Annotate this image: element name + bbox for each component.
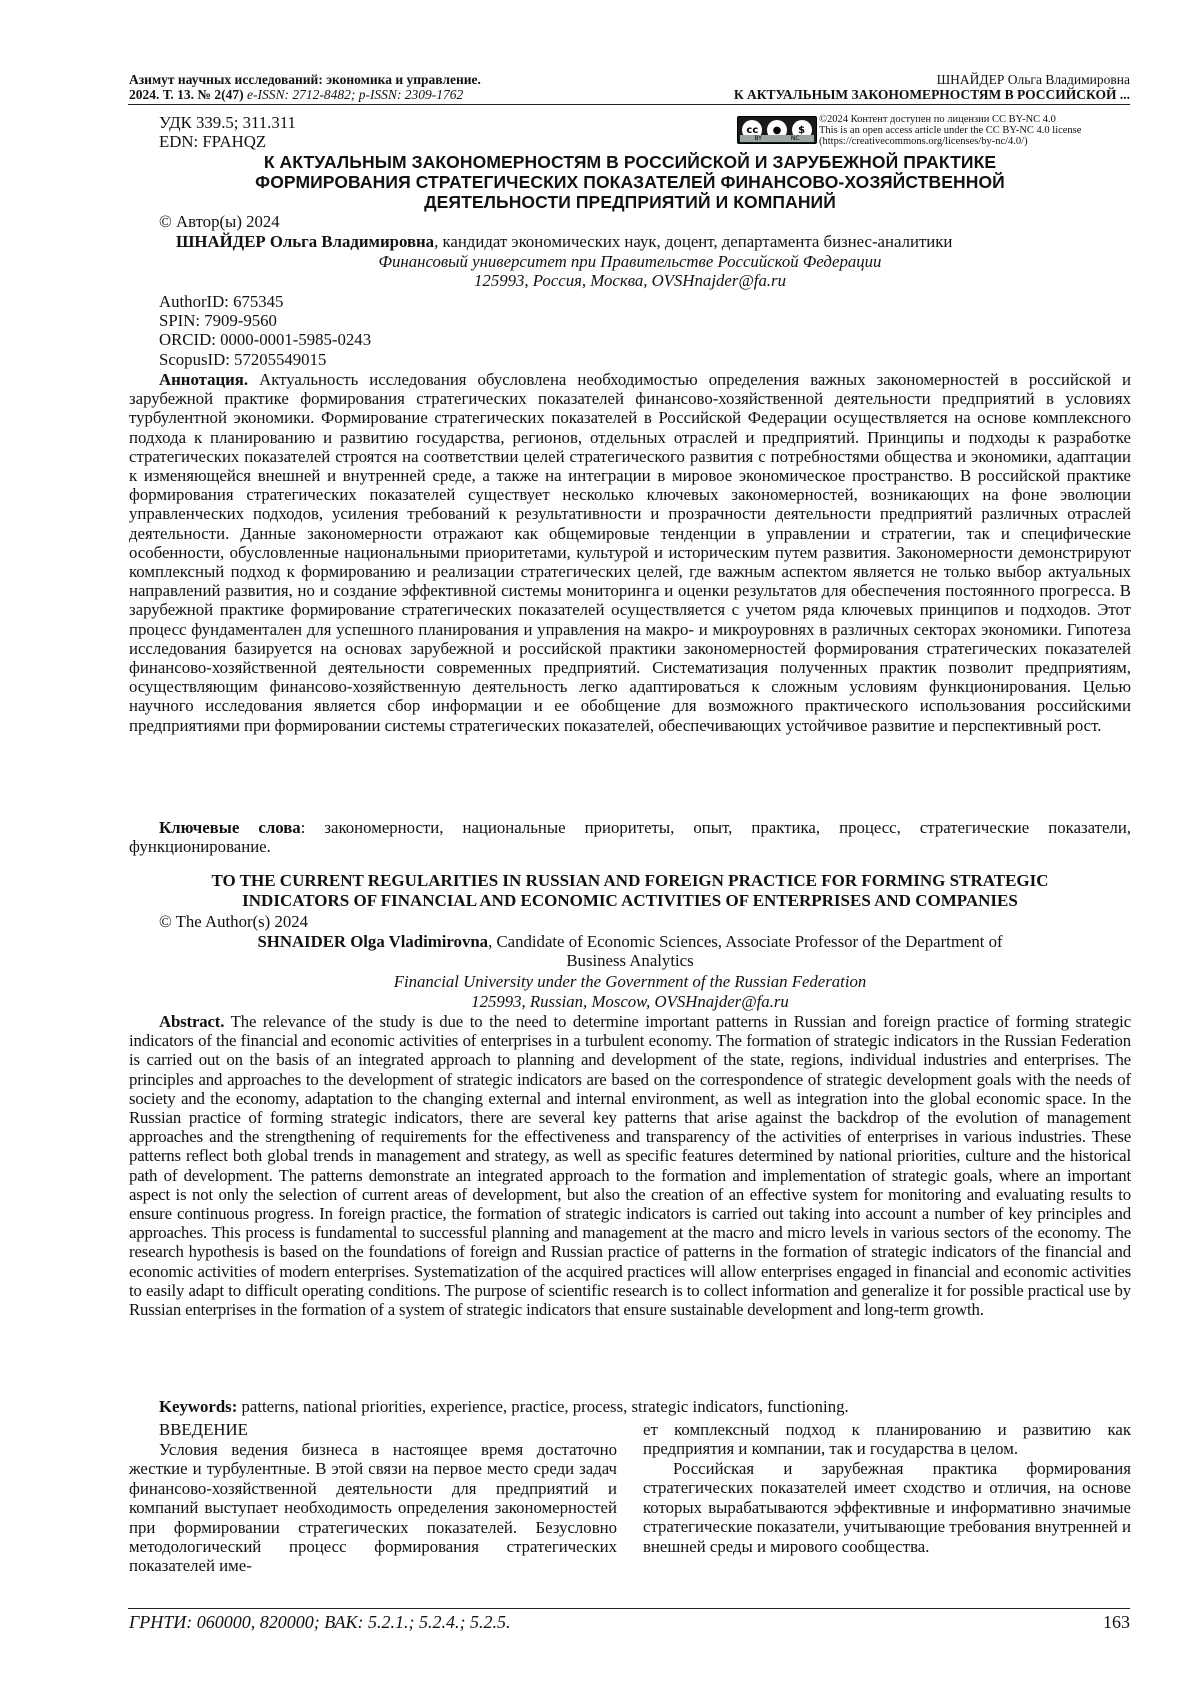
journal-issn: e-ISSN: 2712-8482; p-ISSN: 2309-1762 [243,87,464,102]
journal-issue [129,87,649,102]
keywords-ru [129,818,1131,856]
keywords-en-text: patterns, national priorities, experience, practice, process, strategic indicators, functioning. [237,1397,849,1416]
scopus-id: ScopusID: 57205549015 [159,349,327,369]
address-en: 125993, Russian, Moscow, OVSHnajder@fa.ru [471,992,789,1011]
title-ru-line1: К АКТУАЛЬНЫМ ЗАКОНОМЕРНОСТЯМ В РОССИЙСКОЙ И ЗАРУБЕЖНОЙ ПРАКТИКЕ [263,152,997,172]
cc-icon: cc [742,120,762,140]
intro-right-column-p2: Российская и зарубежная практика формирования стратегических показателей имеет сходство и отличия, на основе которых вырабатываются эффективные и информативно значимые стратегические показатели, учитывающие требования внутренней и внешней среды и мирового сообщества. [643,1459,1131,1556]
abstract-en-text: The relevance of the study is due to the need to determine important patterns in Russian and foreign practice of forming strategic indicators of the financial and economic activities of enterprises in a turbulent economy. The formation of strategic indicators in the Russian Federation is carried out on the basis of an integrated approach to planning and development of the state, regions, individual industries and enterprises. The principles and approaches to the development of strategic indicators are based on the correspondence of strategic development goals with the needs of society and the economy, adaptation to the changing external and internal environment, as well as integration into the global economic space. In the Russian practice of forming strategic indicators, there are several key patterns that arise against the backdrop of the evolution of management approaches and the strengthening of requirements for the effectiveness and transparency of the activities of enterprises in various industries. These patterns reflect both global trends in management and strategy, as well as specific features determined by national priorities, culture and the historical path of development. The patterns demonstrate an integrated approach to the formation and implementation of strategic goals, where an important aspect is not only the selection of current areas of development, but also the creation of an effective system for monitoring and evaluating results to ensure continuous progress. In foreign practice, the formation of strategic indicators is carried out taking into account a number of key principles and approaches. This process is fundamental to successful planning and management at the macro and micro levels in various sectors of the economy. The research hypothesis is based on the foundations of foreign and Russian practice of patterns in the formation of strategic indicators of the financial and economic activities of modern enterprises. Systematization of the acquired practices will allow enterprises engaged in financial and economic activities to easily adapt to difficult operating conditions. The purpose of scientific research is to collect information and generalize it for possible practical use by Russian enterprises in the formation of a system of strategic indicators that ensure sustainable development and long-term growth. [129,1012,1131,1320]
author-credentials-en: , Candidate of Economic Sciences, Associate Professor of the Department of [488,932,1003,951]
author-ru [129,232,1131,251]
header-rule [128,104,1130,105]
badge-by-label: BY [754,135,762,142]
license-line-en: This is an open access article under the CC BY-NC 4.0 license [819,125,1082,136]
author-name-ru: ШНАЙДЕР Ольга Владимировна [176,232,435,251]
keywords-ru-text: : закономерности, национальные приоритеты, опыт, практика, процесс, стратегические показатели, функционирование. [129,818,1131,857]
intro-left-column: Условия ведения бизнеса в настоящее время достаточно жесткие и турбулентные. В этой связи на первое место среди задач финансово-хозяйственной деятельности для предприятий и компаний выступает необходимость определения закономерностей при формировании стратегических показателей. Безусловно методологический процесс формирования стратегических показателей име- [129,1440,617,1576]
abstract-ru [129,370,1131,735]
udk-code: УДК 339.5; 311.311 [159,113,296,132]
keywords-en-label: Keywords: [159,1397,238,1416]
journal-header-left [129,72,649,102]
author-name-en: SHNAIDER Olga Vladimirovna [257,932,489,951]
license-badge-bar [740,135,814,142]
license-url[interactable]: (https://creativecommons.org/licenses/by-nc/4.0/) [819,136,1028,147]
running-title: К АКТУАЛЬНЫМ ЗАКОНОМЕРНОСТЯМ В РОССИЙСКОЙ ... [733,87,1130,102]
affiliation-en: Financial University under the Government of the Russian Federation [393,972,867,991]
abstract-en [129,1012,1131,1319]
author-ids [159,292,559,369]
section-heading-intro: ВВЕДЕНИЕ [159,1420,248,1439]
author-en [129,932,1131,970]
author-id: AuthorID: 675345 [159,292,284,311]
title-en-line2: INDICATORS OF FINANCIAL AND ECONOMIC ACTIVITIES OF ENTERPRISES AND COMPANIES [242,890,1018,910]
abstract-ru-label: Аннотация. [159,370,249,389]
title-ru-line3: ДЕЯТЕЛЬНОСТИ ПРЕДПРИЯТИЙ И КОМПАНИЙ [424,192,836,212]
edn-code: EDN: FPAHQZ [159,132,267,151]
badge-nc-label: NC [790,135,800,142]
affiliation-ru: Финансовый университет при Правительстве Российской Федерации [378,252,882,271]
journal-name: Азимут научных исследований: экономика и управление. [129,72,481,87]
journal-header-right [640,72,1130,102]
article-title-ru [129,152,1131,212]
license-text [819,114,1139,147]
keywords-en [129,1397,1131,1416]
title-ru-line2: ФОРМИРОВАНИЯ СТРАТЕГИЧЕСКИХ ПОКАЗАТЕЛЕЙ ФИНАНСОВО-ХОЗЯЙСТВЕННОЙ [255,172,1005,192]
journal-volume: 2024. Т. 13. № 2(47) [129,87,244,102]
noncommercial-icon: $ [792,120,812,140]
license-line-ru: ©2024 Контент доступен по лицензии CC BY-NC 4.0 [819,114,1056,125]
abstract-ru-text: Актуальность исследования обусловлена необходимостью определения важных закономерностей в российской и зарубежной практике формирования стратегических показателей финансово-хозяйственной деятельности предприятий в условиях турбулентной экономики. Формирование стратегических показателей в Российской Федерации осуществляется на основе комплексного подхода к планированию и развитию государства, регионов, отдельных отраслей и предприятий. Принципы и подходы к разработке стратегических показателей строятся на соответствии целей стратегического развития с потребностями общества и экономики, адаптации к изменяющейся внешней и внутренней среде, а также на интеграции в мировое экономическое пространство. В российской практике формирования стратегических показателей существует несколько ключевых закономерностей, возникающих на фоне эволюции управленческих подходов, усиления требований к результативности и прозрачности деятельности предприятий различных отраслей деятельности. Данные закономерности отражают как общемировые тенденции в управлении и стратегии, так и специфические особенности, обусловленные национальными приоритетами, культурой и историческим путем развития. Закономерности демонстрируют комплексный подход к формированию и реализации стратегических целей, где важным аспектом является не только выбор актуальных направлений развития, но и создание эффективной системы мониторинга и оценки результатов для обеспечения постоянного прогресса. В зарубежной практике формирование стратегических показателей осуществляется с учетом ряда ключевых принципов и подходов. Этот процесс фундаментален для успешного планирования и управления на макро- и микроуровнях в различных секторах экономики. Гипотеза исследования базируется на основах зарубежной и российской практики закономерностей формирования стратегических показателей финансово-хозяйственной деятельности современных предприятий. Систематизация полученных практик позволит предприятиям, осуществляющим финансово-хозяйственную деятельность легко адаптироваться к сложным условиям функционирования. Целью научного исследования является сбор информации и ее обобщение для возможного практического использования российскими предприятиями при формировании системы стратегических показателей, обеспечивающих устойчивое развитие и перспективный рост. [129,370,1131,735]
spin-id: SPIN: 7909-9560 [159,311,277,331]
intro-right-column-p1: ет комплексный подход к планированию и развитию как предприятия и компании, так и государства в целом. [643,1420,1131,1459]
title-en-line1: TO THE CURRENT REGULARITIES IN RUSSIAN AND FOREIGN PRACTICE FOR FORMING STRATEGIC [211,871,1049,890]
article-title-en [129,871,1131,910]
address-ru: 125993, Россия, Москва, OVSHnajder@fa.ru [474,271,786,290]
page-number: 163 [1103,1612,1130,1632]
copyright-en: © The Author(s) 2024 [159,912,309,931]
orcid-id: ORCID: 0000-0001-5985-0243 [159,330,372,350]
abstract-en-label: Abstract. [159,1012,225,1031]
classification-codes: ГРНТИ: 060000, 820000; ВАК: 5.2.1.; 5.2.4.; 5.2.5. [129,1612,511,1632]
keywords-ru-label: Ключевые слова [159,818,301,837]
footer-rule [128,1608,1130,1609]
copyright-ru: © Автор(ы) 2024 [159,212,280,231]
by-attribution-icon: ● [767,120,787,140]
running-author: ШНАЙДЕР Ольга Владимировна [936,72,1130,87]
author-en-line1 [129,932,1131,951]
cc-license-badge[interactable] [737,116,817,144]
author-credentials-en-line2: Business Analytics [566,951,694,971]
author-credentials-ru: , кандидат экономических наук, доцент, департамента бизнес-аналитики [434,232,953,251]
